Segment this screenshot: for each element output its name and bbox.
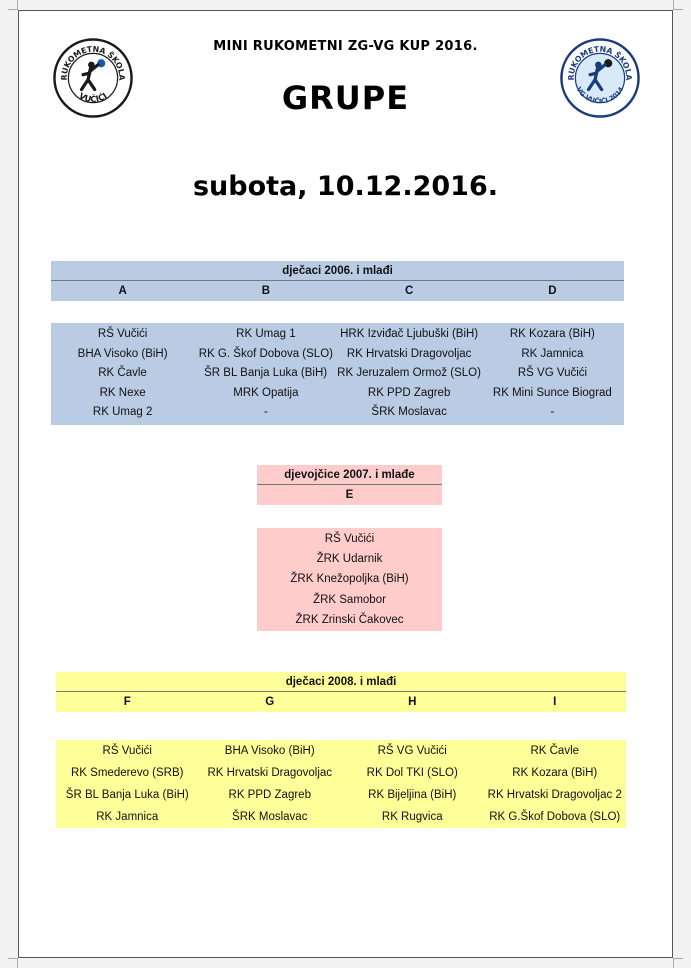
team-cell: ŠR BL Banja Luka (BiH)	[204, 367, 328, 380]
team-cell: RŠ VG Vučići	[377, 745, 447, 757]
logo-right-bottom-text: VG VUČIĆI 2014	[574, 85, 626, 106]
corner-mark	[673, 0, 683, 10]
group-2006-header	[51, 261, 624, 301]
group-2008-table	[56, 740, 626, 828]
team-cell: ŽRK Zrinski Čakovec	[295, 613, 404, 626]
team-cell: RK PPD Zagreb	[367, 386, 451, 399]
team-cell: RK Hrvatski Dragovoljac 2	[487, 789, 622, 801]
table-row	[51, 345, 624, 365]
table-row	[56, 784, 626, 806]
group-2006-columns	[51, 281, 624, 301]
column-header: D	[548, 285, 557, 297]
team-cell: RK Smederevo (SRB)	[71, 767, 184, 779]
group-2006-title: dječaci 2006. i mlađi	[51, 261, 624, 281]
team-cell: RK Umag 2	[92, 406, 153, 419]
event-date: subota, 10.12.2016.	[192, 171, 498, 202]
column-header: H	[408, 696, 417, 708]
column-header: F	[123, 696, 131, 708]
team-cell: ŠRK Moslavac	[371, 406, 447, 419]
team-cell: RK Kozara (BiH)	[512, 767, 598, 779]
column-header: G	[265, 696, 275, 708]
team-cell: RK Rugvica	[381, 811, 443, 823]
column-header: B	[261, 285, 271, 297]
team-cell: RŠ VG Vučići	[517, 367, 588, 380]
team-cell: ŽRK Samobor	[313, 593, 386, 606]
team-cell: RK Hrvatski Dragovoljac	[207, 767, 333, 779]
team-cell: RK G.Škof Dobova (SLO)	[489, 811, 621, 823]
team-cell: -	[550, 406, 555, 419]
cup-title: MINI RUKOMETNI ZG-VG KUP 2016.	[213, 39, 478, 54]
table-row	[56, 740, 626, 762]
team-cell: RK Jeruzalem Ormož (SLO)	[337, 367, 481, 380]
team-cell: RK Čavle	[530, 745, 580, 757]
column-header: I	[553, 696, 557, 708]
team-cell: ŠRK Moslavac	[232, 811, 308, 823]
page-heading: GRUPE	[281, 79, 410, 117]
corner-mark	[8, 958, 18, 968]
team-cell: RK Čavle	[98, 367, 147, 380]
group-2007-table	[257, 528, 442, 631]
team-cell: RK G. Škof Dobova (SLO)	[198, 347, 333, 360]
group-2007-header	[257, 465, 442, 505]
table-row	[51, 403, 624, 423]
corner-mark	[8, 0, 18, 10]
team-cell: RŠ Vučići	[102, 745, 152, 757]
team-cell: RK Mini Sunce Biograd	[492, 386, 612, 399]
document-page	[18, 10, 673, 958]
team-cell: RK Dol TKI (SLO)	[366, 767, 458, 779]
team-cell: ŠR BL Banja Luka (BiH)	[65, 789, 189, 801]
team-cell: HRK Izviđač Ljubuški (BiH)	[340, 328, 479, 340]
team-cell: RŠ Vučići	[97, 328, 148, 340]
team-cell: -	[263, 406, 268, 419]
group-2008-columns	[56, 692, 626, 712]
team-cell: RK Jamnica	[96, 811, 159, 823]
logo-right-top-text: RUKOMETNA ŠKOLA	[566, 44, 634, 81]
logo-left-top-text: RUKOMETNA ŠKOLA	[59, 44, 127, 81]
team-cell: RK Bijeljina (BiH)	[368, 789, 457, 801]
team-cell: ŽRK Knežopoljka (BiH)	[290, 573, 409, 586]
team-cell: BHA Visoko (BiH)	[224, 745, 315, 757]
team-cell: MRK Opatija	[233, 386, 299, 399]
team-cell: RK PPD Zagreb	[228, 789, 311, 801]
table-row	[257, 549, 442, 569]
team-cell: RK Kozara (BiH)	[509, 328, 595, 340]
table-row	[51, 364, 624, 384]
team-cell: ŽRK Udarnik	[316, 553, 383, 566]
table-row	[51, 325, 624, 345]
team-cell: RŠ Vučići	[324, 533, 375, 545]
team-cell: RK Nexe	[99, 386, 146, 399]
table-row	[257, 529, 442, 549]
corner-mark	[673, 958, 683, 968]
column-header: C	[404, 285, 414, 297]
table-row	[56, 806, 626, 828]
column-header: A	[118, 285, 127, 297]
team-cell: BHA Visoko (BiH)	[77, 347, 168, 360]
logo-left-bottom-text: VUČIĆI	[77, 90, 109, 105]
group-2007-columns	[257, 485, 442, 505]
team-cell: RK Hrvatski Dragovoljac	[346, 347, 472, 360]
group-2006-table	[51, 323, 624, 425]
table-row	[257, 569, 442, 589]
group-2008-header	[56, 672, 626, 712]
table-row	[51, 384, 624, 404]
table-row	[257, 610, 442, 630]
team-cell: RK Jamnica	[521, 347, 584, 360]
group-2007-title: djevojčice 2007. i mlađe	[257, 465, 442, 485]
table-row	[56, 762, 626, 784]
group-2008-title: dječaci 2008. i mlađi	[56, 672, 626, 692]
team-cell: RK Umag 1	[236, 328, 296, 340]
table-row	[257, 590, 442, 610]
column-header: E	[345, 489, 354, 501]
